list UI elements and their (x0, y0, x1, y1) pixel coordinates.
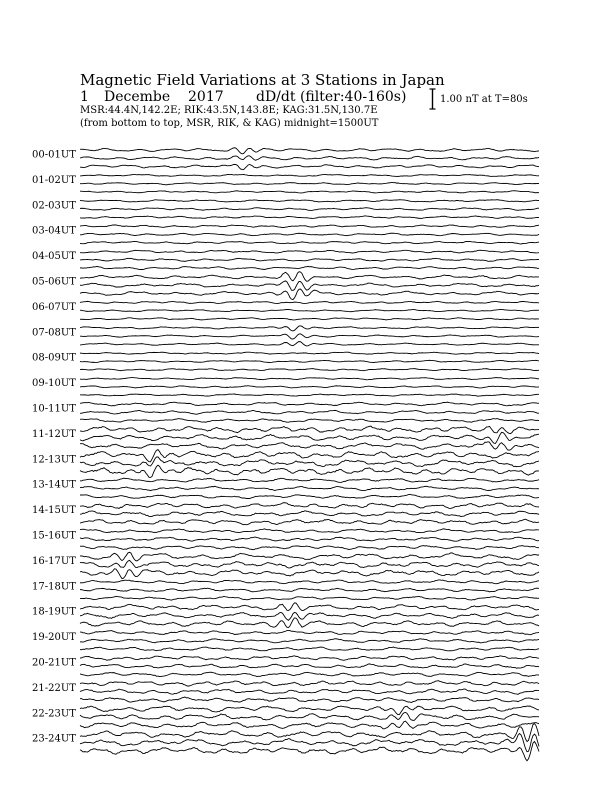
hour-label: 04-05UT (32, 251, 76, 263)
trace-msr-11-12UT (80, 442, 539, 450)
trace-msr-00-01UT (80, 164, 539, 169)
trace-msr-14-15UT (80, 519, 539, 525)
trace-msr-07-08UT (80, 342, 539, 346)
trace-rik-01-02UT (80, 182, 539, 184)
trace-msr-08-09UT (80, 369, 539, 371)
trace-rik-05-06UT (80, 281, 539, 290)
trace-rik-19-20UT (80, 639, 539, 643)
trace-rik-08-09UT (80, 360, 539, 362)
date-month: Decembe (104, 89, 171, 105)
trace-rik-14-15UT (80, 511, 539, 517)
trace-rik-20-21UT (80, 664, 539, 668)
trace-kag-15-16UT (80, 529, 539, 533)
hour-label: 02-03UT (32, 200, 76, 212)
trace-kag-21-22UT (80, 681, 539, 686)
hour-label: 11-12UT (32, 428, 76, 440)
signal-description: dD/dt (filter:40-160s) (256, 89, 407, 105)
trace-kag-02-03UT (80, 200, 539, 202)
hour-label: 22-23UT (32, 708, 76, 720)
hour-label: 16-17UT (32, 555, 76, 567)
trace-rik-07-08UT (80, 334, 539, 339)
trace-rik-13-14UT (80, 486, 539, 490)
trace-msr-05-06UT (80, 289, 539, 300)
trace-msr-21-22UT (80, 697, 539, 703)
trace-kag-22-23UT (80, 706, 539, 715)
trace-kag-04-05UT (80, 250, 539, 253)
trace-kag-19-20UT (80, 631, 539, 635)
trace-kag-00-01UT (80, 148, 539, 154)
hour-label: 14-15UT (32, 505, 76, 517)
trace-rik-22-23UT (80, 712, 539, 720)
trace-kag-08-09UT (80, 352, 539, 354)
hour-label: 18-19UT (32, 606, 76, 618)
trace-rik-09-10UT (80, 386, 539, 388)
trace-msr-16-17UT (80, 569, 539, 579)
trace-msr-03-04UT (80, 241, 539, 244)
trace-kag-12-13UT (80, 450, 539, 462)
hour-label: 19-20UT (32, 632, 76, 644)
trace-rik-03-04UT (80, 233, 539, 236)
trace-kag-17-18UT (80, 580, 539, 584)
hour-label: 10-11UT (32, 403, 76, 415)
hour-label: 21-22UT (32, 682, 76, 694)
trace-kag-11-12UT (80, 426, 539, 433)
trace-rik-10-11UT (80, 410, 539, 414)
scale-label: 1.00 nT at T=80s (440, 94, 528, 105)
trace-kag-16-17UT (80, 552, 539, 561)
trace-msr-10-11UT (80, 419, 539, 423)
trace-msr-09-10UT (80, 394, 539, 396)
trace-msr-04-05UT (80, 266, 539, 269)
trace-kag-09-10UT (80, 378, 539, 380)
trace-group (80, 148, 539, 761)
trace-msr-17-18UT (80, 596, 539, 600)
trace-rik-04-05UT (80, 258, 539, 261)
trace-rik-02-03UT (80, 208, 539, 211)
date-year: 2017 (188, 89, 224, 105)
trace-rik-16-17UT (80, 560, 539, 568)
trace-msr-02-03UT (80, 216, 539, 219)
trace-msr-20-21UT (80, 672, 539, 676)
date-day: 1 (80, 89, 89, 105)
trace-msr-01-02UT (80, 191, 539, 193)
trace-kag-10-11UT (80, 402, 539, 406)
trace-rik-00-01UT (80, 156, 539, 160)
hour-label: 08-09UT (32, 352, 76, 364)
trace-kag-06-07UT (80, 301, 539, 303)
hour-label: 03-04UT (32, 225, 76, 237)
hour-label: 23-24UT (32, 733, 76, 745)
hour-label: 20-21UT (32, 657, 76, 669)
hour-label: 00-01UT (32, 149, 76, 161)
hour-label: 01-02UT (32, 174, 76, 186)
chart-title: Magnetic Field Variations at 3 Stations in Japan (80, 71, 445, 89)
trace-rik-06-07UT (80, 309, 539, 311)
hour-label: 12-13UT (32, 454, 76, 466)
hour-label: 06-07UT (32, 301, 76, 313)
trace-msr-22-23UT (80, 721, 539, 729)
station-coordinates: MSR:44.4N,142.2E; RIK:43.5N,143.8E; KAG:31.5N,130.7E (80, 105, 378, 116)
trace-rik-18-19UT (80, 612, 539, 620)
trace-rik-21-22UT (80, 689, 539, 694)
hour-label: 17-18UT (32, 581, 76, 593)
trace-order-note: (from bottom to top, MSR, RIK, & KAG) midnight=1500UT (80, 118, 379, 129)
trace-msr-15-16UT (80, 546, 539, 550)
trace-kag-18-19UT (80, 603, 539, 611)
hour-label: 05-06UT (32, 276, 76, 288)
trace-rik-15-16UT (80, 537, 539, 541)
trace-kag-13-14UT (80, 478, 539, 482)
hour-labels (32, 150, 76, 745)
hour-label: 13-14UT (32, 479, 76, 491)
trace-msr-19-20UT (80, 647, 539, 651)
trace-kag-05-06UT (80, 272, 539, 281)
hour-label: 07-08UT (32, 327, 76, 339)
trace-kag-01-02UT (80, 174, 539, 176)
trace-kag-20-21UT (80, 656, 539, 660)
trace-msr-18-19UT (80, 618, 539, 628)
trace-msr-12-13UT (80, 465, 539, 477)
trace-kag-07-08UT (80, 326, 539, 331)
trace-msr-06-07UT (80, 318, 539, 320)
trace-msr-13-14UT (80, 494, 539, 498)
hour-label: 15-16UT (32, 530, 76, 542)
trace-kag-03-04UT (80, 225, 539, 228)
trace-kag-14-15UT (80, 503, 539, 509)
hour-label: 09-10UT (32, 378, 76, 390)
trace-rik-17-18UT (80, 588, 539, 592)
trace-rik-11-12UT (80, 432, 539, 443)
